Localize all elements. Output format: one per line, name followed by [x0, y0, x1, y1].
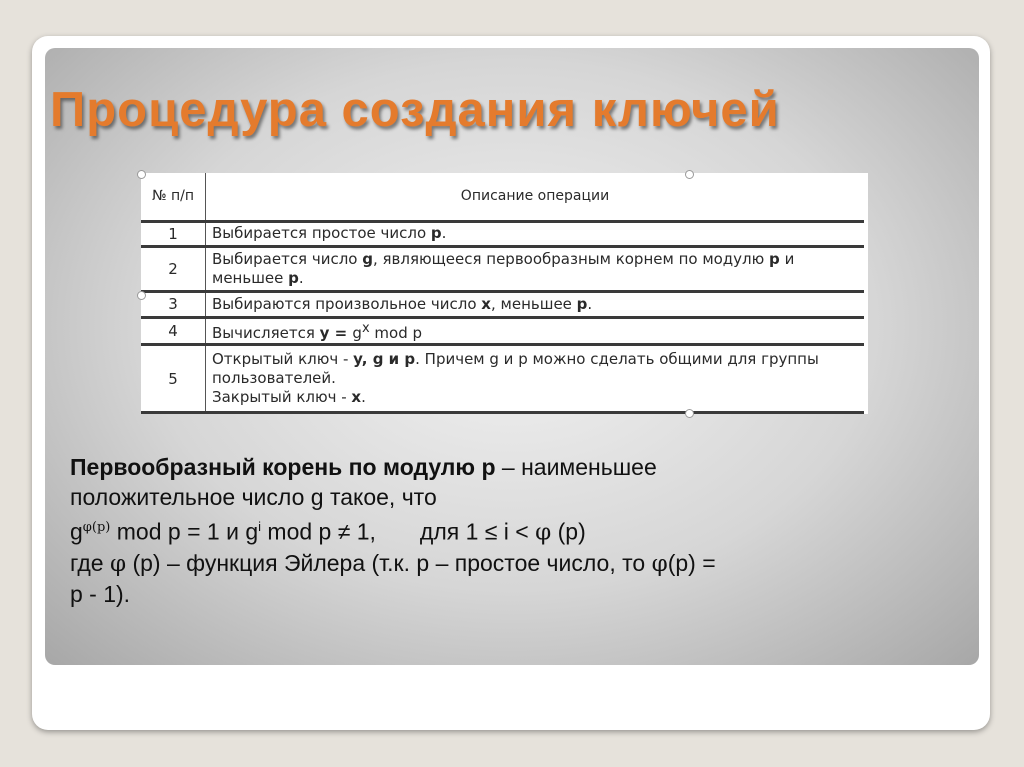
selection-handle[interactable]: [685, 170, 694, 179]
definition-line-1: Первообразный корень по модулю р – наименьшее: [70, 454, 657, 480]
selection-handle[interactable]: [137, 291, 146, 300]
row-number: 5: [141, 345, 206, 413]
definition-line-5: р - 1).: [70, 580, 131, 607]
operations-table: [141, 173, 864, 414]
row-number: 4: [141, 317, 206, 345]
row-number: 3: [141, 292, 206, 318]
header-description: Описание операции: [206, 173, 865, 221]
table-row: [141, 317, 864, 345]
definition-term: Первообразный корень по модулю р: [70, 454, 496, 480]
table-header-row: [141, 173, 864, 221]
table-row: [141, 292, 864, 318]
row-number: 1: [141, 221, 206, 247]
row-description: Выбираются произвольное число x, меньшее p.: [206, 292, 865, 318]
selection-handle[interactable]: [685, 409, 694, 418]
definition-formula: $g^{\varphi(p)}$ mod p = 1 и $g^i$ mod p ≠ 1, для 1 ≤ i < φ (p): [70, 518, 586, 546]
row-number: 2: [141, 247, 206, 292]
header-number: № п/п: [141, 173, 206, 221]
operations-table-image: [141, 173, 868, 414]
slide-title: Процедура создания ключей: [50, 83, 780, 137]
table-row: [141, 221, 864, 247]
row-description: Открытый ключ - y, g и p. Причем g и p можно сделать общими для группы пользователей. Закрытый ключ - x.: [206, 345, 865, 413]
definition-text: [70, 452, 950, 609]
row-description: Выбирается число g, являющееся первообразным корнем по модулю p и меньшее p.: [206, 247, 865, 292]
table-row: [141, 247, 864, 292]
definition-line-4: где φ (р) – функция Эйлера (т.к. р – простое число, то φ(р) =: [70, 549, 716, 577]
row-description: Выбирается простое число p.: [206, 221, 865, 247]
table-row: [141, 345, 864, 413]
row-description: Вычисляется $y = g^x$ mod p: [206, 317, 865, 345]
selection-handle[interactable]: [137, 170, 146, 179]
definition-line-2: положительное число g такое, что: [70, 484, 437, 510]
